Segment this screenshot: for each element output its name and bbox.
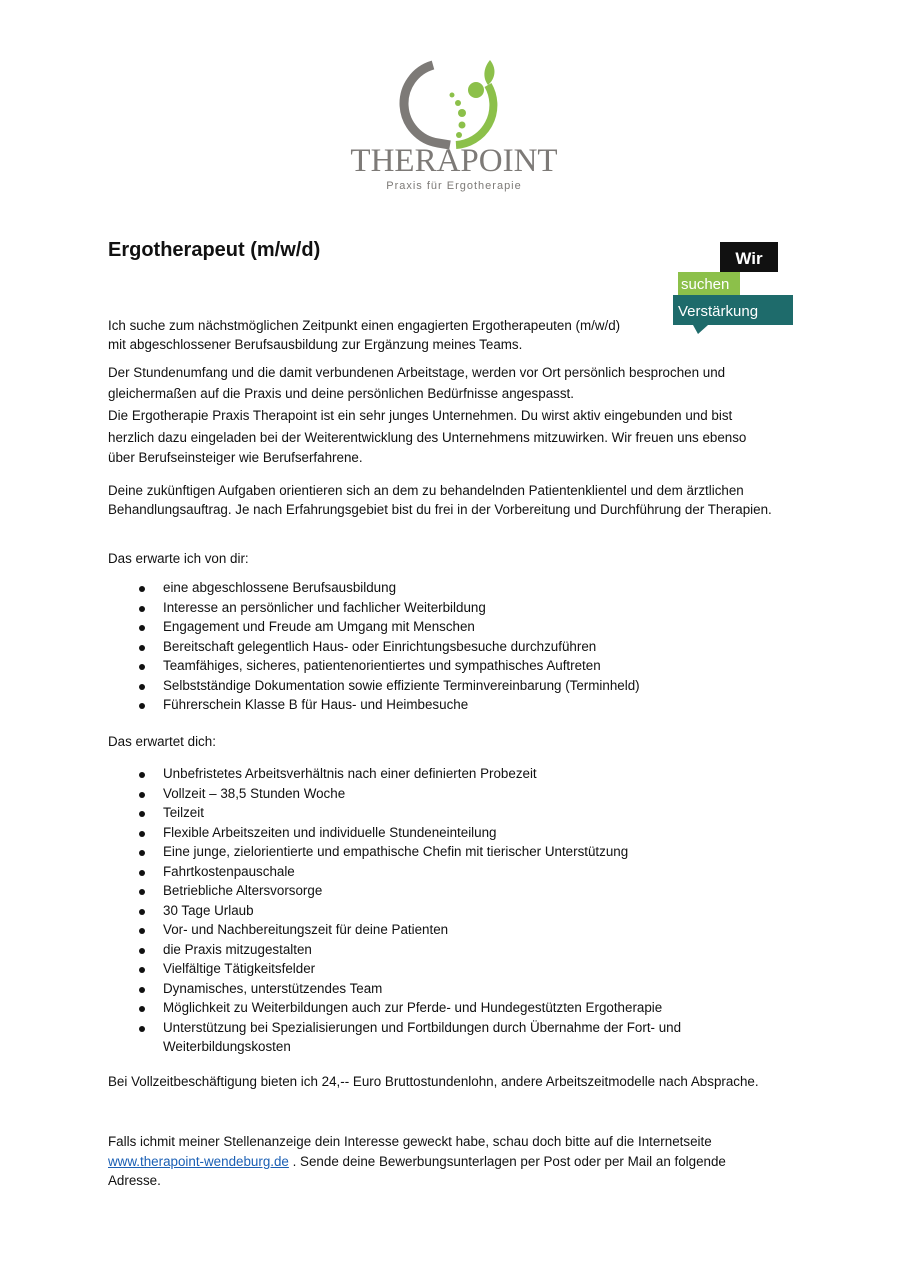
paragraph-line: herzlich dazu eingeladen bei der Weiterentwicklung des Unternehmens mitzuwirken. Wir freuen uns ebenso [108,430,747,445]
list-item [108,637,640,657]
closing-text: . Sende deine Bewerbungsunterlagen per Post oder per Mail an folgende [288,1154,726,1169]
bullet-icon [139,889,145,895]
list-item [108,764,681,784]
list-item [108,676,640,696]
closing-line: Adresse. [108,1173,161,1188]
list-item [108,920,681,940]
list-item [108,617,640,637]
list-item-text: Führerschein Klasse B für Haus- und Heimbesuche [163,697,469,712]
svg-text:suchen: suchen [681,276,730,293]
list-item [108,784,681,804]
list-item-text: Möglichkeit zu Weiterbildungen auch zur Pferde- und Hundegestützten Ergotherapie [163,1000,663,1015]
list-item-text: Unterstützung bei Spezialisierungen und Fortbildungen durch Übernahme der Fort- und [163,1019,682,1035]
bullet-icon [139,772,145,778]
list-item-text: Dynamisches, unterstützendes Team [163,980,383,996]
list-item-text: Weiterbildungskosten [163,1039,291,1054]
bullet-icon [139,664,145,670]
closing-line [108,1154,726,1169]
website-link[interactable]: www.therapoint-wendeburg.de [108,1154,289,1169]
list-item-text: Vollzeit – 38,5 Stunden Woche [163,785,346,801]
salary-text: Bei Vollzeitbeschäftigung bieten ich 24,-- Euro Bruttostundenlohn, andere Arbeitszeitmodelle nach Absprache. [108,1074,759,1089]
bullet-icon [139,792,145,798]
list-item-text: Selbstständige Dokumentation sowie effiziente Terminvereinbarung (Terminheld) [163,677,640,693]
list-item-text: Vor- und Nachbereitungszeit für deine Patienten [163,922,449,937]
offer-heading: Das erwartet dich: [108,734,216,749]
list-item-text: Fahrtkostenpauschale [163,863,295,879]
list-item [108,959,681,979]
bullet-icon [139,811,145,817]
list-item-text: Bereitschaft gelegentlich Haus- oder Einrichtungsbesuche durchzuführen [163,638,597,654]
paragraph-line: gleichermaßen auf die Praxis und deine persönlichen Bedürfnisse angespasst. [108,386,574,401]
list-item [108,862,681,882]
expect-list [108,578,640,715]
paragraph-line: über Berufseinsteiger wie Berufserfahrene. [108,450,363,465]
paragraph-line: mit abgeschlossener Berufsausbildung zur Ergänzung meines Teams. [108,337,523,352]
list-item [108,979,681,999]
list-item-text: Engagement und Freude am Umgang mit Menschen [163,619,475,634]
list-item [108,695,640,715]
list-item-text: Vielfältige Tätigkeitsfelder [163,961,316,976]
bullet-icon [139,684,145,690]
wir-suchen-verstaerkung-badge [668,240,798,336]
bullet-icon [139,967,145,973]
bullet-icon [139,703,145,709]
bullet-icon [139,1026,145,1032]
list-item [108,1018,681,1057]
list-item-text: Betriebliche Altersvorsorge [163,883,323,898]
list-item [108,656,640,676]
bullet-icon [139,586,145,592]
therapoint-logo [338,55,570,195]
svg-text:Praxis für Ergotherapie: Praxis für Ergotherapie [386,180,522,192]
bullet-icon [139,870,145,876]
bullet-icon [139,987,145,993]
list-item [108,823,681,843]
list-item [108,842,681,862]
bullet-icon [139,850,145,856]
bullet-icon [139,831,145,837]
bullet-icon [139,1006,145,1012]
offer-list [108,764,681,1057]
list-item [108,598,640,618]
paragraph-line: Deine zukünftigen Aufgaben orientieren sich an dem zu behandelnden Patientenklientel und dem ärztlichen [108,483,744,498]
expect-heading: Das erwarte ich von dir: [108,551,249,566]
bullet-icon [139,625,145,631]
bullet-icon [139,948,145,954]
list-item-text: 30 Tage Urlaub [163,902,254,918]
paragraph-line: Behandlungsauftrag. Je nach Erfahrungsgebiet bist du frei in der Vorbereitung und Durchführung der Therapien. [108,502,772,517]
closing-line: Falls ichmit meiner Stellenanzeige dein Interesse geweckt habe, schau doch bitte auf die Internetseite [108,1134,712,1149]
list-item-text: Flexible Arbeitszeiten und individuelle Stundeneinteilung [163,824,497,840]
svg-text:Wir: Wir [735,249,763,268]
list-item [108,998,681,1018]
svg-text:THERAPOINT: THERAPOINT [350,143,558,179]
list-item-text: Interesse an persönlicher und fachlicher Weiterbildung [163,599,486,615]
paragraph-line: Die Ergotherapie Praxis Therapoint ist ein sehr junges Unternehmen. Du wirst aktiv eingebunden und bist [108,408,733,423]
list-item-text: Unbefristetes Arbeitsverhältnis nach einer definierten Probezeit [163,766,537,781]
bullet-icon [139,909,145,915]
bullet-icon [139,606,145,612]
list-item [108,940,681,960]
list-item-text: Eine junge, zielorientierte und empathische Chefin mit tierischer Unterstützung [163,844,629,859]
bullet-icon [139,645,145,651]
list-item [108,901,681,921]
list-item-text: die Praxis mitzugestalten [163,941,312,957]
svg-text:Verstärkung: Verstärkung [678,303,759,320]
list-item [108,578,640,598]
page-title: Ergotherapeut (m/w/d) [108,239,321,261]
list-item [108,803,681,823]
list-item-text: Teilzeit [163,805,204,820]
bullet-icon [139,928,145,934]
paragraph-line: Der Stundenumfang und die damit verbundenen Arbeitstage, werden vor Ort persönlich besprochen und [108,365,726,380]
list-item [108,881,681,901]
list-item-text: eine abgeschlossene Berufsausbildung [163,580,397,595]
list-item-text: Teamfähiges, sicheres, patientenorientiertes und sympathisches Auftreten [163,658,601,673]
paragraph-line: Ich suche zum nächstmöglichen Zeitpunkt einen engagierten Ergotherapeuten (m/w/d) [108,318,621,333]
